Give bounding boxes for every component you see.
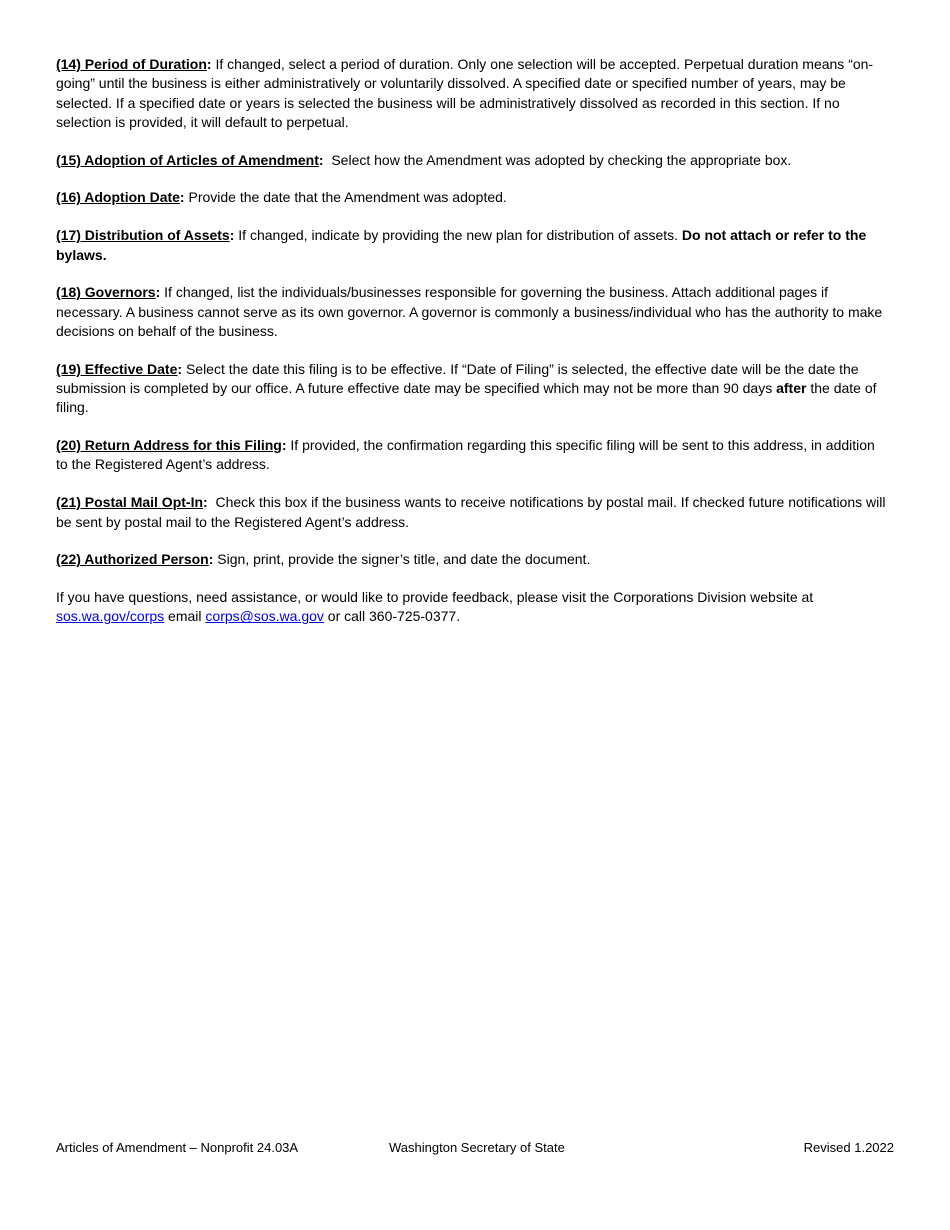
page-footer xyxy=(56,1140,894,1158)
section-text: If provided, the confirmation regarding this specific filing will be sent to this address, in addition to the Registered Agent’s address. xyxy=(56,437,875,473)
section-text: If changed, indicate by providing the new plan for distribution of assets. xyxy=(234,227,682,244)
section-heading: (17) Distribution of Assets xyxy=(56,227,230,244)
heading-colon: : xyxy=(229,227,235,244)
section-22-authorized-person xyxy=(56,550,888,569)
heading-colon: : xyxy=(318,151,324,168)
footer-agency: Washington Secretary of State xyxy=(389,1140,565,1155)
section-heading: (19) Effective Date xyxy=(56,360,178,377)
section-text: If changed, list the individuals/businesses responsible for governing the business. Attach additional pages if necessary. A business cannot serve as its own governor. A governor is commonly a business/individual who has the authority to make decisions on behalf of the business. xyxy=(56,284,883,339)
section-heading: (21) Postal Mail Opt-In xyxy=(56,494,204,511)
email-label: email xyxy=(164,608,206,625)
heading-colon: : xyxy=(155,284,161,301)
section-16-adoption-date xyxy=(56,188,888,207)
section-text: If changed, select a period of duration. Only one selection will be accepted. Perpetual duration means “on-going” until the business is either administratively or voluntarily dissolved. A specified date or specified number of years, may be selected. If a specified date or years is selected the business will be administratively dissolved as recorded in this section. If no selection is provided, it will default to perpetual. xyxy=(56,56,874,130)
section-18-governors xyxy=(56,283,888,341)
section-17-distribution-of-assets xyxy=(56,226,888,265)
section-15-adoption-of-articles xyxy=(56,151,888,170)
section-14-period-of-duration xyxy=(56,55,888,132)
website-link[interactable]: sos.wa.gov/corps xyxy=(56,608,165,625)
section-heading: (20) Return Address for this Filing xyxy=(56,437,282,454)
section-21-postal-mail-opt-in xyxy=(56,493,888,532)
section-20-return-address xyxy=(56,436,888,475)
heading-colon: : xyxy=(281,437,287,454)
heading-colon: : xyxy=(206,56,212,72)
phone-text: or call 360-725-0377. xyxy=(323,608,461,625)
section-heading: (18) Governors xyxy=(56,284,156,301)
section-text: Select how the Amendment was adopted by checking the appropriate box. xyxy=(323,151,792,168)
section-text: Select the date this filing is to be effective. If “Date of Filing” is selected, the effective date will be the date the submission is completed by our office. A future effective date may be specified which may not be more than 90 days xyxy=(56,360,859,397)
contact-paragraph xyxy=(56,588,888,627)
heading-colon: : xyxy=(208,551,214,568)
bold-word: after xyxy=(776,380,807,397)
section-text-end: the date of filing. xyxy=(56,380,877,416)
heading-colon: : xyxy=(203,494,208,511)
section-19-effective-date xyxy=(56,360,888,418)
section-text: Check this box if the business wants to receive notifications by postal mail. If checked future notifications will be sent by postal mail to the Registered Agent’s address. xyxy=(56,494,890,530)
section-heading: (14) Period of Duration xyxy=(56,56,207,72)
heading-colon: : xyxy=(179,189,185,206)
heading-colon: : xyxy=(177,360,183,377)
section-heading: (16) Adoption Date xyxy=(56,189,180,206)
section-text: Provide the date that the Amendment was adopted. xyxy=(184,189,507,206)
footer-revision: Revised 1.2022 xyxy=(803,1140,894,1155)
footer-form-title: Articles of Amendment – Nonprofit 24.03A xyxy=(56,1140,299,1155)
section-heading: (15) Adoption of Articles of Amendment xyxy=(56,151,319,168)
email-link[interactable]: corps@sos.wa.gov xyxy=(205,608,324,625)
instructions-content xyxy=(56,55,888,645)
section-text: Sign, print, provide the signer’s title, and date the document. xyxy=(213,551,591,568)
contact-text: If you have questions, need assistance, or would like to provide feedback, please visit the Corporations Division website at xyxy=(56,589,814,606)
bold-notice: Do not attach or refer to the bylaws. xyxy=(56,227,867,263)
section-heading: (22) Authorized Person xyxy=(56,551,209,568)
